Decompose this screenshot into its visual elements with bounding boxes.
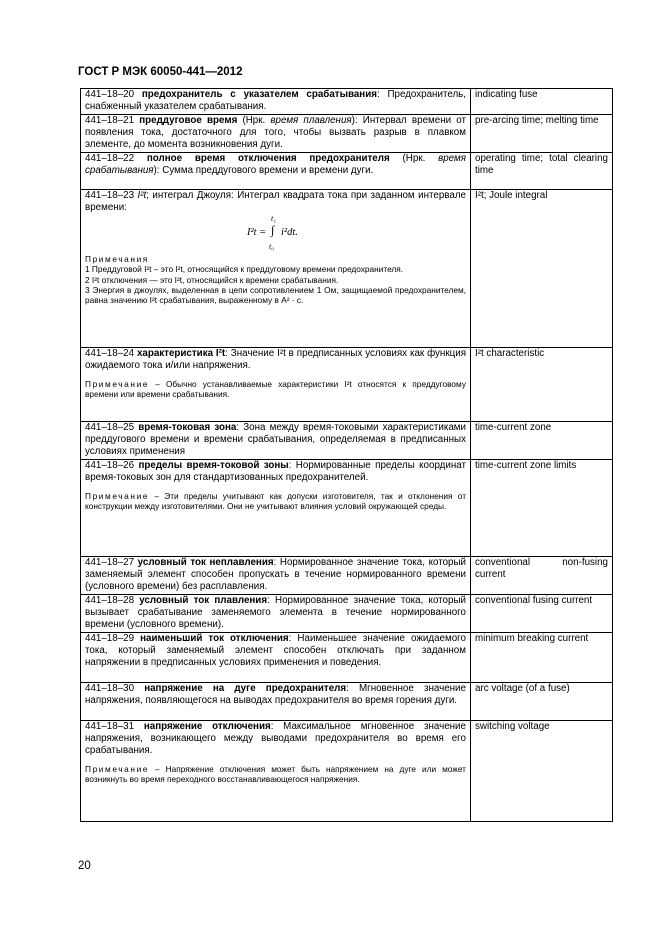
note-text: – Обычно устанавливаемые характеристики I²t относятся к преддуговому времени или времени срабатывания. — [85, 378, 466, 400]
term-name: условный ток неплавления — [137, 557, 274, 568]
term-cell — [81, 683, 471, 721]
term-number: 441–18–27 — [85, 557, 135, 568]
term-cell — [81, 115, 471, 153]
table-row — [81, 348, 613, 422]
term-definition: : Нормированное значение тока, который заменяемый элемент способен пропускать в течение нормированного времени (условного времени) без расплавления. — [85, 557, 466, 592]
term-name: время-токовая зона — [138, 422, 237, 433]
note-label: Примечание — [85, 763, 150, 774]
formula-lower-limit: t₀ — [269, 241, 275, 251]
table-row — [81, 115, 613, 153]
english-term-cell: time-current zone — [471, 422, 613, 460]
term-definition: : Предохранитель, снабженный указателем срабатывания. — [85, 89, 466, 112]
english-term-cell: I²t; Joule integral — [471, 190, 613, 348]
note-text: – Эти пределы учитывают как допуски изготовителя, так и отклонения от конструкции между изготовителями. Они не учитывают влияния условий окружающей среды. — [85, 490, 466, 512]
term-number: 441–18–20 — [85, 89, 135, 100]
term-cell — [81, 190, 471, 348]
terms-table — [80, 88, 613, 822]
term-cell — [81, 721, 471, 822]
term-definition: : Максимальное мгновенное значение напряжения, возникающего между выводами предохранителя во время его срабатывания. — [85, 721, 466, 756]
term-number: 441–18–30 — [85, 683, 135, 694]
formula-rhs: i²dt. — [281, 226, 298, 238]
term-name: преддуговое время — [139, 115, 238, 126]
table-row — [81, 190, 613, 348]
formula-upper-limit: t₁ — [271, 213, 277, 223]
table-row — [81, 683, 613, 721]
table-row — [81, 153, 613, 190]
english-term-cell: indicating fuse — [471, 89, 613, 115]
note-text: 2 I²t отключения — это I²t, относящийся к времени срабатывания. — [85, 274, 339, 285]
english-term-cell: operating time; total clearing time — [471, 153, 613, 190]
english-term-cell: conventional fusing current — [471, 595, 613, 633]
page-number: 20 — [78, 860, 91, 872]
term-number: 441–18–24 — [85, 348, 135, 359]
term-name: напряжение отключения — [143, 721, 271, 732]
term-definition: ; интеграл Джоуля: Интеграл квадрата тока при заданном интервале времени: — [85, 190, 466, 213]
term-number: 441–18–29 — [85, 633, 135, 644]
note-text: 3 Энергия в джоулях, выделенная в цепи сопротивлением 1 Ом, защищаемой предохранителем, равна значению I²t срабатывания, выраженному в A² · с. — [85, 284, 466, 306]
term-cell — [81, 348, 471, 422]
joule-integral-formula — [247, 214, 466, 254]
term-cell — [81, 153, 471, 190]
term-number: 441–18–31 — [85, 721, 135, 732]
term-name: предохранитель с указателем срабатывания — [141, 89, 377, 100]
term-cell — [81, 422, 471, 460]
table-row — [81, 595, 613, 633]
english-term-cell: pre-arcing time; melting time — [471, 115, 613, 153]
notes-block — [85, 254, 466, 306]
english-term-cell: I²t characteristic — [471, 348, 613, 422]
term-name: наименьший ток отключения — [140, 633, 289, 644]
term-cell — [81, 633, 471, 683]
term-number: 441–18–25 — [85, 422, 135, 433]
table-row — [81, 460, 613, 557]
table-row — [81, 422, 613, 460]
term-name: условный ток плавления — [139, 595, 268, 606]
term-definition: ): Интервал времени от появления тока, достаточного для того, чтобы вызвать разрыв в плавком элементе, до момента возникновения дуги. — [85, 115, 466, 150]
term-cell — [81, 557, 471, 595]
deprecated-term: время срабатывания — [85, 153, 466, 176]
term-number: 441–18–21 — [85, 115, 135, 126]
term-definition: : Наименьшее значение ожидаемого тока, который заменяемый элемент способен отключать при заданном напряжении в предписанных условиях применения и поведения. — [85, 633, 466, 668]
note-label: Примечание — [85, 490, 150, 501]
term-name: пределы время-токовой зоны — [138, 460, 289, 471]
term-cell — [81, 595, 471, 633]
note-block — [85, 764, 466, 785]
english-term-cell: switching voltage — [471, 721, 613, 822]
term-symbol: I²t — [137, 190, 147, 201]
table-row — [81, 633, 613, 683]
english-term-cell: time-current zone limits — [471, 460, 613, 557]
term-cell — [81, 460, 471, 557]
deprecated-term: время плавления — [270, 115, 352, 126]
term-definition: : Нормированное значение тока, который вызывает срабатывание заменяемого элемента в течение нормированного времени (условного времени). — [85, 595, 466, 630]
note-block — [85, 491, 466, 512]
table-row — [81, 557, 613, 595]
term-number: 441–18–28 — [85, 595, 135, 606]
term-number: 441–18–26 — [85, 460, 135, 471]
english-term-cell: minimum breaking current — [471, 633, 613, 683]
term-definition: : Мгновенное значение напряжения, появляющегося на выводах предохранителя во время горения дуги. — [85, 683, 466, 706]
formula-lhs: I²t = — [247, 226, 267, 238]
term-definition: : Зона между время-токовыми характеристиками преддугового времени и времени срабатывания, определяемая в предписанных условиях применения — [85, 422, 466, 457]
note-label: Примечание — [85, 378, 150, 389]
term-name: полное время отключения предохранителя — [146, 153, 390, 164]
integral-sign: ∫ — [271, 222, 275, 237]
document-header: ГОСТ Р МЭК 60050-441—2012 — [78, 66, 243, 78]
note-text: – Напряжение отключения может быть напряжением на дуге или может возникнуть во время переходного восстанавливающегося напряжения. — [85, 763, 466, 785]
term-definition: (Нрк. — [237, 115, 271, 126]
term-definition: (Нрк. — [389, 153, 439, 164]
table-row — [81, 721, 613, 822]
term-definition: : Нормированные пределы координат время-токовых зон для стандартизованных предохранителей. — [85, 460, 466, 483]
english-term-cell: conventional non-fusing current — [471, 557, 613, 595]
term-definition: ): Сумма преддугового времени и времени дуги. — [153, 164, 374, 176]
term-definition: : Значение I²t в предписанных условиях как функция ожидаемого тока и/или напряжения. — [85, 348, 466, 371]
notes-label: Примечания — [85, 253, 149, 264]
term-number: 441–18–23 — [85, 190, 135, 201]
english-term-cell: arc voltage (of a fuse) — [471, 683, 613, 721]
term-name: характеристика I²t — [136, 348, 226, 359]
table-row — [81, 89, 613, 115]
term-name: напряжение на дуге предохранителя — [144, 683, 347, 694]
note-block — [85, 379, 466, 400]
note-text: 1 Преддуговой I²t – это I²t, относящийся к преддуговому времени предохранителя. — [85, 264, 404, 275]
term-cell — [81, 89, 471, 115]
term-number: 441–18–22 — [85, 153, 135, 164]
